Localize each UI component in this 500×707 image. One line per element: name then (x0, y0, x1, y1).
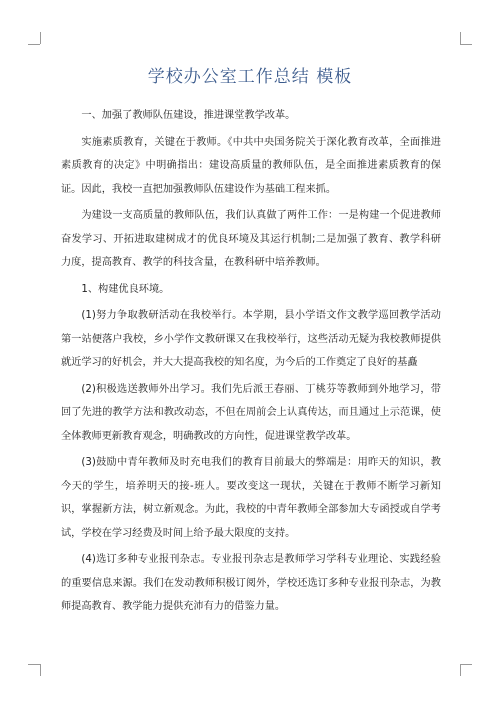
document-title: 学校办公室工作总结 模板 (147, 67, 353, 87)
crop-mark-bottom-left-vertical (40, 664, 41, 676)
paragraph: (2)积极选送教师外出学习。我们先后派王春丽、丁桃芬等教师到外地学习，带回了先进的教学方法和教改动态，不但在周前会上认真传达，而且通过上示范课，使全体教师更新教育观念，明确教改的方向性，促进课堂教学改革。 (61, 383, 441, 442)
crop-mark-top-left-horizontal (28, 44, 40, 45)
crop-mark-top-left-vertical (40, 32, 41, 44)
paragraph: 实施素质教育，关键在于教师。《中共中央国务院关于深化教育改革，全面推进素质教育的决定》中明确指出：建设高质量的教师队伍，是全面推进素质教育的保证。因此，我校一直把加强教师队伍建设作为基础工程来抓。 (61, 136, 441, 195)
crop-mark-top-right-horizontal (460, 44, 472, 45)
crop-mark-top-right-vertical (460, 32, 461, 44)
crop-mark-bottom-right-vertical (460, 664, 461, 676)
crop-mark-bottom-left-horizontal (28, 664, 40, 665)
document-body (61, 104, 441, 622)
heading-section-one: 一、加强了教师队伍建设，推进课堂教学改革。 (81, 110, 296, 121)
paragraph: (1)努力争取教研活动在我校举行。本学期，县小学语文作文教学巡回教学活动第一站便落户我校，乡小学作文教研课又在我校举行，这些活动无疑为我校教师提供就近学习的好机会，并大大提高我校的知名度，为今后的工作奠定了良好的基矗 (61, 310, 441, 368)
paragraph: 为建设一支高质量的教师队伍，我们认真做了两件工作：一是构建一个促进教师奋发学习、开拓进取建树成才的优良环境及其运行机制;二是加强了教育、教学科研力度，提高教育、教学的科技含量，在教科研中培养教师。 (61, 210, 441, 268)
paragraph: (4)选订多种专业报刊杂志。专业报刊杂志是教师学习学科专业理论、实践经验的重要信息来源。我们在发动教师积极订阅外，学校还选订多种专业报刊杂志，为教师提高教育、教学能力提供充沛有力的借鉴力量。 (61, 554, 441, 612)
crop-mark-bottom-right-horizontal (460, 664, 472, 665)
paragraph: (3)鼓励中青年教师及时充电我们的教育目前最大的弊端是：用昨天的知识，教今天的学生，培养明天的接-班人。要改变这一现状，关键在于教师不断学习新知识，掌握新方法，树立新观念。为此，我校的中青年教师全部参加大专函授或自学考试，学校在学习经费及时间上给予最大限度的支持。 (61, 457, 441, 539)
subheading-environment: 1、构建优良环境。 (81, 283, 170, 295)
